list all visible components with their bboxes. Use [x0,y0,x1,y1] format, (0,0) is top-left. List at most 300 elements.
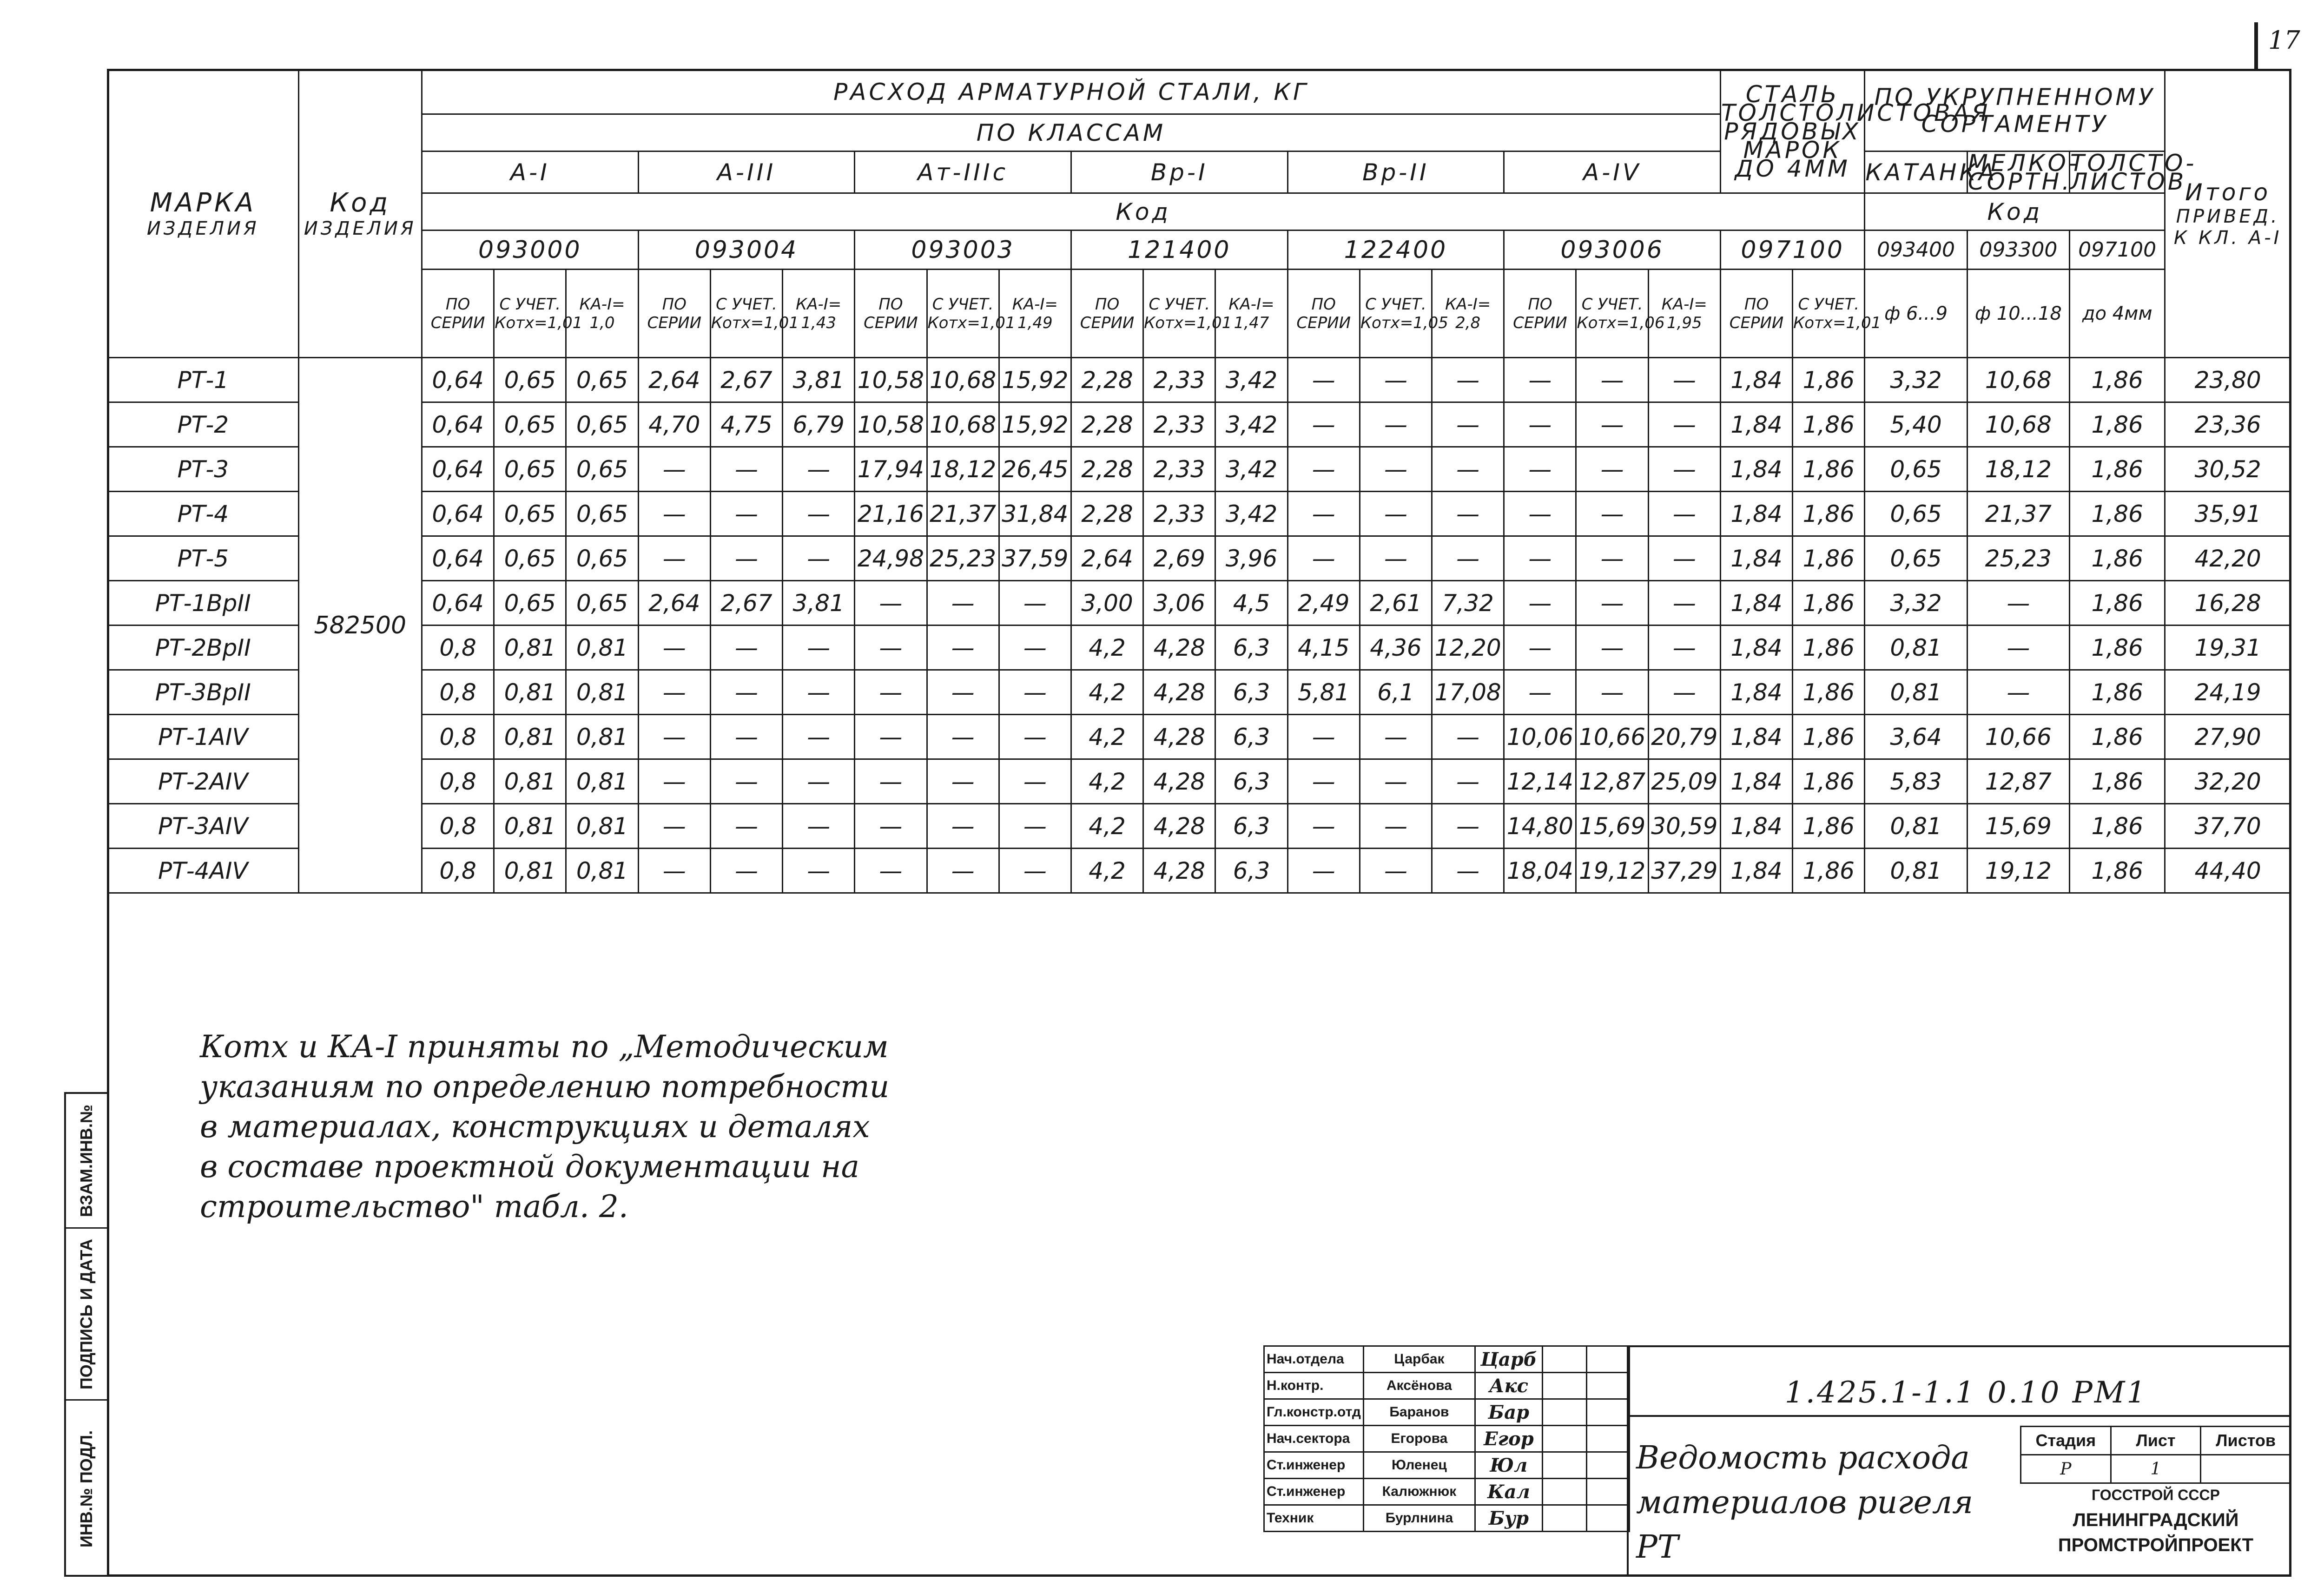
row-mark: РТ-3ВрII [108,670,299,715]
table-cell: 1,86 [1793,358,1865,402]
signature-mark: Царб [1475,1346,1542,1373]
org-line2: ЛЕНИНГРАДСКИЙ [2073,1510,2239,1530]
table-cell: — [927,759,999,804]
table-cell: — [1432,447,1504,492]
sub-assort-katanka: ф 6...9 [1865,270,1967,358]
table-cell: 1,86 [2070,492,2165,536]
table-cell: 24,98 [855,536,927,581]
table-cell: — [1287,849,1360,893]
table-cell: — [1504,670,1576,715]
table-cell: 5,81 [1287,670,1360,715]
table-cell: — [783,715,855,759]
table-cell: 2,28 [1071,492,1143,536]
by-classes-header: ПО КЛАССАМ [422,114,1720,151]
table-cell: 3,42 [1215,402,1287,447]
table-cell: 1,84 [1720,536,1792,581]
table-cell: 1,86 [2070,625,2165,670]
sub-ser: ПО СЕРИИ [1071,270,1143,358]
table-cell: 26,45 [999,447,1071,492]
table-cell: 0,8 [422,715,494,759]
table-cell: 0,64 [422,358,494,402]
table-cell: — [927,670,999,715]
table-cell: — [710,759,782,804]
table-cell: — [710,670,782,715]
table-cell: 2,49 [1287,581,1360,625]
table-cell: — [927,715,999,759]
table-cell: 23,80 [2165,358,2291,402]
table-cell: 4,28 [1143,670,1215,715]
signature-role: Н.контр. [1264,1373,1364,1399]
table-cell: — [710,536,782,581]
table-cell: — [855,715,927,759]
table-cell: 44,40 [2165,849,2291,893]
sub-k: КА-I= 2,8 [1432,270,1504,358]
table-cell: 0,65 [566,447,638,492]
sub-ser: ПО СЕРИИ [855,270,927,358]
organization [2020,1482,2291,1558]
table-cell: — [783,804,855,849]
sheet-steel-header: СТАЛЬ ТОЛСТОЛИСТОВАЯ РЯДОВЫХ МАРОК ДО 4ММ [1720,70,1864,193]
table-cell: — [1576,447,1648,492]
table-cell: 2,28 [1071,358,1143,402]
sub-kotx: С УЧЕТ. Котх=1,01 [927,270,999,358]
table-cell: — [1504,625,1576,670]
signature-row [1264,1399,1630,1426]
table-row [108,625,2291,670]
table-cell: 4,28 [1143,715,1215,759]
table-row [108,670,2291,715]
table-cell: — [1432,358,1504,402]
signature-mark: Юл [1475,1452,1542,1479]
table-cell: 0,65 [494,492,566,536]
class-header-a1: А-I [422,151,638,193]
table-cell: 23,36 [2165,402,2291,447]
signature-mark: Бур [1475,1505,1542,1532]
table-cell: — [927,625,999,670]
table-cell: 18,12 [927,447,999,492]
table-cell: 1,86 [1793,715,1865,759]
table-cell: 2,67 [710,581,782,625]
table-row [108,849,2291,893]
table-cell: 6,3 [1215,715,1287,759]
table-cell: 0,8 [422,849,494,893]
table-cell: — [1648,492,1720,536]
table-cell: 4,28 [1143,804,1215,849]
table-cell: 0,81 [494,804,566,849]
table-cell: — [1287,447,1360,492]
table-cell: 1,84 [1720,670,1792,715]
table-cell: — [1287,715,1360,759]
table-cell: 6,3 [1215,625,1287,670]
table-cell: 3,32 [1865,581,1967,625]
table-cell: — [855,581,927,625]
sub-kotx: С УЧЕТ. Котх=1,01 [1143,270,1215,358]
table-cell: 21,16 [855,492,927,536]
table-cell: — [999,759,1071,804]
table-cell: 1,86 [1793,492,1865,536]
table-cell: 0,8 [422,804,494,849]
mark-header [108,70,299,358]
table-cell: 4,75 [710,402,782,447]
table-cell: — [1967,581,2069,625]
table-cell: — [710,625,782,670]
table-cell: 4,28 [1143,759,1215,804]
sheet-code: 097100 [1720,230,1864,270]
table-cell: 0,81 [1865,804,1967,849]
total-label: Итого [2185,178,2271,206]
table-cell: 0,81 [566,804,638,849]
table-cell: — [1432,492,1504,536]
table-cell: 2,69 [1143,536,1215,581]
table-cell: 1,84 [1720,492,1792,536]
stage-label: Стадия [2021,1427,2111,1455]
row-mark: РТ-3 [108,447,299,492]
table-cell: 10,66 [1576,715,1648,759]
table-cell: — [1576,536,1648,581]
table-cell: — [1648,670,1720,715]
table-cell: 1,86 [2070,670,2165,715]
signature-date [1542,1373,1586,1399]
table-cell: 4,36 [1360,625,1432,670]
table-cell: 1,86 [2070,358,2165,402]
table-cell: — [1432,759,1504,804]
table-cell: 6,3 [1215,759,1287,804]
table-cell: 1,84 [1720,447,1792,492]
table-cell: — [999,625,1071,670]
signature-name: Аксёнова [1363,1373,1475,1399]
table-cell: — [638,447,710,492]
table-cell: 0,65 [1865,447,1967,492]
table-cell: — [855,804,927,849]
table-cell: — [1576,670,1648,715]
class-code-at3c: 093003 [855,230,1071,270]
table-cell: — [1648,625,1720,670]
signature-role: Нач.отдела [1264,1346,1364,1373]
table-cell: 0,81 [566,715,638,759]
table-cell: — [999,581,1071,625]
code-row-header-assort: Код [1865,193,2165,230]
total-header [2165,70,2291,358]
signature-role: Ст.инженер [1264,1479,1364,1505]
class-header-vr2: Вр-II [1287,151,1504,193]
consumption-header: РАСХОД АРМАТУРНОЙ СТАЛИ, КГ [422,70,1720,114]
table-cell: 0,81 [1865,670,1967,715]
table-cell: — [999,804,1071,849]
mark-sublabel: ИЗДЕЛИЯ [146,218,259,239]
signature-extra [1586,1505,1629,1532]
table-cell: — [1504,402,1576,447]
assort-code-tolsto: 097100 [2070,230,2165,270]
table-cell: 7,32 [1432,581,1504,625]
table-cell: 1,86 [1793,447,1865,492]
row-mark: РТ-5 [108,536,299,581]
table-row [108,715,2291,759]
table-cell: — [1967,670,2069,715]
assort-code-melko: 093300 [1967,230,2069,270]
table-cell: — [927,849,999,893]
table-cell: 3,06 [1143,581,1215,625]
mark-label: МАРКА [150,188,257,218]
table-cell: — [927,804,999,849]
table-cell: 2,33 [1143,447,1215,492]
signature-row [1264,1373,1630,1399]
table-cell: 0,65 [566,358,638,402]
table-cell: 25,23 [927,536,999,581]
signature-date [1542,1426,1586,1452]
side-label-sign: ПОДПИСЬ И ДАТА [77,1238,96,1389]
table-cell: 12,14 [1504,759,1576,804]
sub-k: КА-I= 1,47 [1215,270,1287,358]
table-cell: — [855,849,927,893]
table-cell: 6,1 [1360,670,1432,715]
sub-ser: ПО СЕРИИ [422,270,494,358]
table-cell: 1,86 [2070,804,2165,849]
table-cell: 2,28 [1071,447,1143,492]
table-cell: 1,86 [1793,759,1865,804]
table-cell: 21,37 [927,492,999,536]
table-cell: 17,08 [1432,670,1504,715]
table-cell: 21,37 [1967,492,2069,536]
table-cell: 1,86 [1793,625,1865,670]
table-cell: 10,68 [1967,402,2069,447]
assort-header-katanka: КАТАНКА [1865,151,1967,193]
table-cell: — [1360,358,1432,402]
row-mark: РТ-4АIV [108,849,299,893]
table-cell: — [1360,536,1432,581]
table-cell: 15,69 [1576,804,1648,849]
table-cell: 16,28 [2165,581,2291,625]
table-cell: — [1360,447,1432,492]
signature-extra [1586,1346,1629,1373]
table-cell: 0,8 [422,625,494,670]
signature-row [1264,1479,1630,1505]
table-cell: — [638,625,710,670]
sheet-value: 1 [2111,1455,2201,1483]
table-cell: 2,64 [638,581,710,625]
table-cell: 1,86 [2070,402,2165,447]
table-cell: 30,52 [2165,447,2291,492]
table-cell: — [1360,492,1432,536]
signature-name: Баранов [1363,1399,1475,1426]
sub-k: КА-I= 1,49 [999,270,1071,358]
table-cell: 19,12 [1967,849,2069,893]
sub-kotx: С УЧЕТ. Котх=1,01 [494,270,566,358]
table-cell: 0,81 [1865,849,1967,893]
table-cell: — [999,670,1071,715]
table-cell: — [1360,849,1432,893]
table-cell: 0,8 [422,670,494,715]
signature-name: Калюжнюк [1363,1479,1475,1505]
class-code-a3: 093004 [638,230,855,270]
table-cell: 0,81 [566,670,638,715]
document-title: Ведомость расхода материалов ригеля РТ [1636,1440,1974,1566]
table-cell: 1,86 [2070,849,2165,893]
table-cell: 5,40 [1865,402,1967,447]
code-label: Код [330,188,391,218]
table-cell: — [1576,492,1648,536]
table-cell: 1,86 [1793,849,1865,893]
table-cell: — [1504,536,1576,581]
table-cell: 25,23 [1967,536,2069,581]
table-cell: 10,06 [1504,715,1576,759]
class-header-a4: А-IV [1504,151,1721,193]
table-row [108,804,2291,849]
table-cell: — [855,670,927,715]
class-code-vr1: 121400 [1071,230,1287,270]
table-cell: 12,20 [1432,625,1504,670]
table-cell: 10,68 [927,358,999,402]
table-cell: 12,87 [1576,759,1648,804]
sheets-value [2201,1455,2291,1483]
signature-date [1542,1479,1586,1505]
table-cell: 1,84 [1720,625,1792,670]
table-cell: — [1967,625,2069,670]
table-cell: 15,69 [1967,804,2069,849]
table-cell: — [927,581,999,625]
table-cell: 10,58 [855,402,927,447]
row-mark: РТ-1 [108,358,299,402]
table-cell: — [710,804,782,849]
table-cell: 1,86 [1793,402,1865,447]
title-divider [1627,1415,2291,1417]
table-cell: — [1648,402,1720,447]
sub-kotx: С УЧЕТ. Котх=1,01 [1793,270,1865,358]
signature-row [1264,1426,1630,1452]
sheets-label: Листов [2201,1427,2291,1455]
sub-ser: ПО СЕРИИ [1504,270,1576,358]
sub-ser: ПО СЕРИИ [638,270,710,358]
stage-table [2020,1426,2291,1484]
table-cell: — [638,670,710,715]
code-header [298,70,422,358]
table-cell: 0,65 [494,447,566,492]
table-cell: 24,19 [2165,670,2291,715]
table-cell: 17,94 [855,447,927,492]
table-cell: — [1504,358,1576,402]
table-cell: 3,64 [1865,715,1967,759]
table-cell: 0,64 [422,492,494,536]
sub-kotx: С УЧЕТ. Котх=1,01 [710,270,782,358]
table-cell: — [1287,492,1360,536]
table-cell: 0,65 [494,581,566,625]
table-cell: 3,42 [1215,447,1287,492]
table-cell: — [710,715,782,759]
table-cell: — [638,804,710,849]
side-cell-sign [66,1229,107,1401]
table-cell: — [638,536,710,581]
table-cell: 15,92 [999,402,1071,447]
table-cell: 0,81 [566,759,638,804]
table-cell: 4,15 [1287,625,1360,670]
table-cell: 1,86 [1793,581,1865,625]
table-cell: 1,84 [1720,358,1792,402]
corner-mark [2254,22,2258,69]
table-cell: 37,70 [2165,804,2291,849]
table-cell: 10,58 [855,358,927,402]
table-cell: 1,84 [1720,759,1792,804]
table-cell: — [710,849,782,893]
table-cell: — [1287,358,1360,402]
signature-role: Нач.сектора [1264,1426,1364,1452]
table-cell: — [1432,536,1504,581]
side-cell-replace [66,1094,107,1229]
table-cell: 18,04 [1504,849,1576,893]
signature-row [1264,1346,1630,1373]
signature-name: Царбак [1363,1346,1475,1373]
signature-date [1542,1399,1586,1426]
table-cell: — [1648,581,1720,625]
table-cell: 0,65 [566,492,638,536]
signature-role: Ст.инженер [1264,1452,1364,1479]
table-cell: 10,66 [1967,715,2069,759]
table-cell: — [783,759,855,804]
table-cell: — [1432,715,1504,759]
signature-mark: Егор [1475,1426,1542,1452]
table-cell: 15,92 [999,358,1071,402]
table-cell: — [638,759,710,804]
row-mark: РТ-4 [108,492,299,536]
table-cell: 0,81 [494,759,566,804]
table-cell: — [1432,402,1504,447]
table-row [108,581,2291,625]
side-cell-inv [66,1401,107,1577]
table-cell: 3,42 [1215,358,1287,402]
signature-mark: Акс [1475,1373,1542,1399]
table-cell: 6,79 [783,402,855,447]
table-cell: — [1287,402,1360,447]
assort-header-melko: МЕЛКО-СОРТН. [1967,149,2080,195]
table-cell: — [1360,715,1432,759]
table-cell: 42,20 [2165,536,2291,581]
table-cell: 1,84 [1720,849,1792,893]
table-cell: 1,84 [1720,402,1792,447]
signature-name: Бурлнина [1363,1505,1475,1532]
sub-k: КА-I= 1,0 [566,270,638,358]
table-cell: 4,2 [1071,804,1143,849]
table-cell: 4,70 [638,402,710,447]
table-cell: — [1504,581,1576,625]
page-number: 17 [2268,26,2300,55]
table-cell: — [710,492,782,536]
table-cell: 18,12 [1967,447,2069,492]
org-line3: ПРОМСТРОЙПРОЕКТ [2058,1535,2254,1555]
table-cell: 4,2 [1071,625,1143,670]
table-cell: 3,81 [783,581,855,625]
table-cell: — [1360,759,1432,804]
class-header-a3: А-III [638,151,855,193]
table-cell: 0,65 [494,358,566,402]
assort-code-katanka: 093400 [1865,230,1967,270]
table-cell: 0,64 [422,581,494,625]
table-cell: — [1576,358,1648,402]
table-cell: 3,81 [783,358,855,402]
table-cell: 25,09 [1648,759,1720,804]
table-cell: — [710,447,782,492]
signature-role: Техник [1264,1505,1364,1532]
table-row [108,358,2291,402]
row-mark: РТ-2ВрII [108,625,299,670]
signature-date [1542,1505,1586,1532]
signature-mark: Кал [1475,1479,1542,1505]
signature-rows [1264,1346,1630,1532]
table-cell: 1,84 [1720,581,1792,625]
table-cell: — [1648,447,1720,492]
table-cell: 1,86 [2070,447,2165,492]
table-cell: — [999,849,1071,893]
table-cell: 2,61 [1360,581,1432,625]
signature-mark: Бар [1475,1399,1542,1426]
signature-extra [1586,1426,1629,1452]
